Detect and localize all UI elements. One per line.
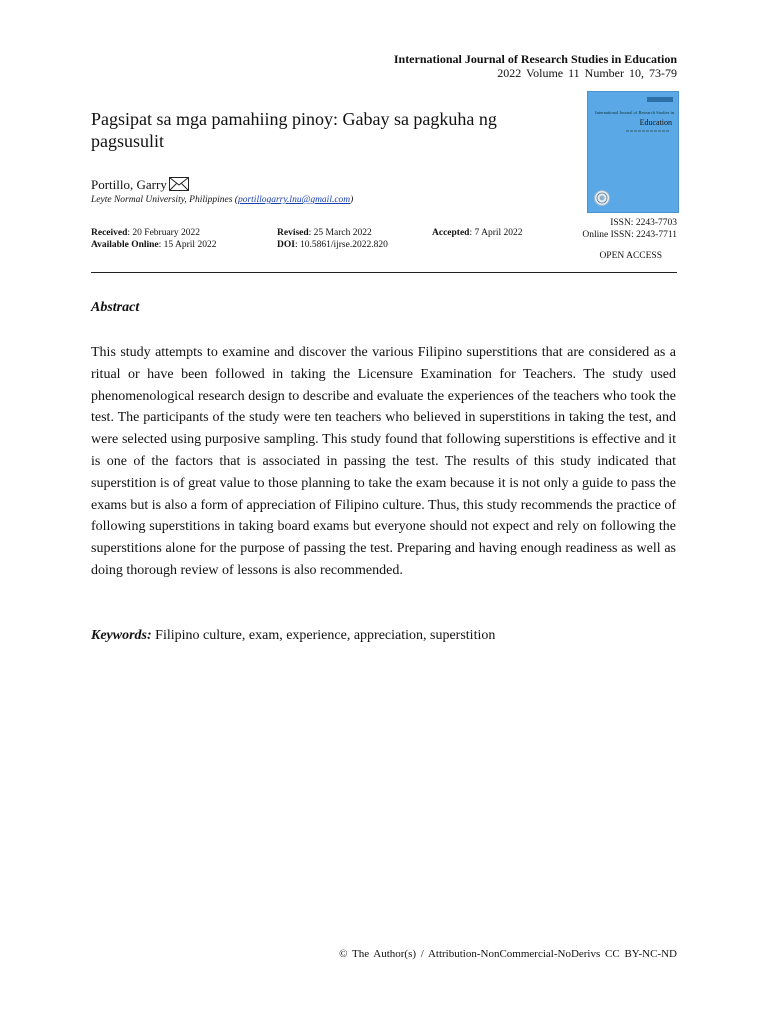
accepted-label: Accepted <box>432 228 470 238</box>
accepted-date <box>432 228 523 238</box>
journal-emblem-icon <box>594 190 610 206</box>
paper-title: Pagsipat sa mga pamahiing pinoy: Gabay sa pagkuha ng pagsusulit <box>91 109 497 151</box>
issn-block <box>582 217 677 241</box>
open-access-label: OPEN ACCESS <box>599 251 662 261</box>
mail-icon[interactable] <box>169 177 189 195</box>
online-issn: Online ISSN: 2243-7711 <box>582 230 677 240</box>
doi-value[interactable]: : 10.5861/ijrse.2022.820 <box>294 240 388 250</box>
license-footer: © The Author(s) / Attribution-NonCommercial-NoDerivs CC BY-NC-ND <box>339 948 677 960</box>
header-divider <box>91 272 677 273</box>
affiliation-close: ) <box>350 195 354 205</box>
received-date <box>91 228 200 238</box>
author-line <box>91 177 189 195</box>
keywords-line <box>91 628 495 644</box>
cover-subject: Education <box>639 118 672 127</box>
abstract-body: This study attempts to examine and discover the various Filipino superstitions that are considered as a ritual or have been followed in taking the Licensure Examination for Teachers. The study used phenomenological research design to describe and evaluate the experiences of the teachers who took the test. The participants of the study were ten teachers who believed in superstitions in taking the test, and were selected using purposive sampling. This study found that following superstitions is effective and it is one of the factors that is associated in passing the test. The results of this study indicated that superstition is of great value to those planning to take the exam because it is not only a guide to pass the exams but is also a form of appreciation of Filipino culture. Thus, this study recommends the practice of following superstitions in taking board exams but everyone should not expect and rely on following the superstitions alone for the purpose of passing the test. Preparing and having enough readiness as well as doing thorough review of lessons is also recommended. <box>91 345 676 578</box>
received-value: : 20 February 2022 <box>127 228 200 238</box>
doi-label: DOI <box>277 240 295 250</box>
abstract-heading: Abstract <box>91 300 140 315</box>
journal-name: International Journal of Research Studies in Education <box>393 52 677 66</box>
revised-label: Revised <box>277 228 309 238</box>
author-name: Portillo, Garry <box>91 177 167 192</box>
author-email-link[interactable]: portillogarry.lnu@gmail.com <box>237 195 351 205</box>
cover-volume-scribble <box>624 129 672 133</box>
cover-top-bar <box>647 97 673 102</box>
online-value: : 15 April 2022 <box>158 240 217 250</box>
accepted-value: : 7 April 2022 <box>469 228 523 238</box>
affiliation-text: Leyte Normal University, Philippines ( <box>91 195 238 205</box>
doi <box>277 240 388 250</box>
journal-header <box>394 52 677 80</box>
keywords-label: Keywords: <box>91 628 152 643</box>
journal-cover-image <box>587 91 679 213</box>
revised-value: : 25 March 2022 <box>308 228 372 238</box>
issue-line: 2022 Volume 11 Number 10, 73-79 <box>497 66 677 80</box>
print-issn: ISSN: 2243-7703 <box>610 218 677 228</box>
author-affiliation <box>91 195 353 205</box>
revised-date <box>277 228 372 238</box>
keywords-list: Filipino culture, exam, experience, appreciation, superstition <box>155 628 496 643</box>
online-date <box>91 240 216 250</box>
online-label: Available Online <box>91 240 159 250</box>
cover-journal-name: International Journal of Research Studies in <box>595 110 674 115</box>
received-label: Received <box>91 228 128 238</box>
cover-volume-line <box>592 129 672 134</box>
